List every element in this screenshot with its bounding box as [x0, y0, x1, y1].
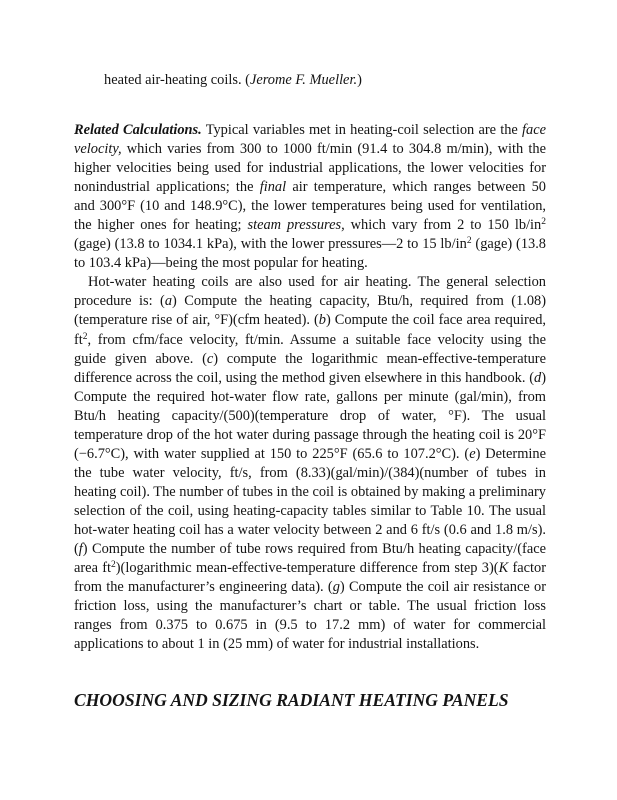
related-calculations-lead: Related Calculations. [74, 122, 202, 138]
term-k-factor: K [498, 560, 509, 577]
body-text [74, 121, 546, 654]
term-steam-pressures: steam pressures, [247, 217, 345, 234]
step-letter: a [164, 293, 173, 310]
step-letter: g [332, 579, 340, 596]
text-run: ) compute the logarithmic mean-effective-temperature difference across the coil, using the method given elsewhere in this handbook. ( [74, 350, 546, 386]
text-run: ) Compute the required hot-water flow rate, gallons per minute (gal/min), from Btu/h heating capacity/(500)(temperature drop of water, °F). The usual temperature drop of the hot water during passage through the heating coil is 20°F (−6.7°C), with water supplied at 150 to 225°F (65.6 to 107.2°C). ( [74, 369, 546, 462]
superscript: 2 [541, 217, 546, 228]
step-letter: f [78, 541, 83, 558]
text-run: ) Compute the coil air resistance or friction loss, using the manufacturer’s chart or table. The usual friction loss ranges from 0.375 to 0.675 in (9.5 to 17.2 mm) of water for commercial applications to about 1 in (25 mm) of water for industrial installations. [74, 579, 546, 653]
citation-text: heated air-heating coils. ( [104, 72, 250, 88]
superscript: 2 [111, 560, 116, 571]
step-letter: b [318, 312, 326, 329]
text-run: Hot-water heating coils are also used for air heating. The general selection procedure is: ( [74, 274, 546, 310]
text-run: ) Determine the tube water velocity, ft/s, from (8.33)(gal/min)/(384)(number of tubes in heating coil). The number of tubes in the coil is obtained by making a preliminary selection of the coil, using heating-capacity tables similar to Table 10. The usual hot-water heating coil has a water velocity between 2 and 6 ft/s (0.6 and 1.8 m/s). ( [74, 445, 546, 558]
term-face-velocity: face velocity, [74, 122, 546, 158]
text-run: , from cfm/face velocity, ft/min. Assume a suitable face velocity using the guide given above. ( [74, 331, 546, 367]
text-run: )(logarithmic mean-effective-temperature difference from step 3)( [115, 560, 499, 577]
text-run: (gage) (13.8 to 1034.1 kPa), with the lower pressures—2 to 15 lb/in [74, 236, 467, 253]
superscript: 2 [82, 331, 88, 342]
superscript: 2 [466, 236, 472, 247]
step-letter: d [534, 369, 542, 386]
text-run: Typical variables met in heating-coil selection are the [201, 122, 523, 138]
text-run: ) Compute the coil face area required, ft [74, 312, 546, 348]
step-letter: e [469, 445, 476, 462]
text-run: ) Compute the number of tube rows required from Btu/h heating capacity/(face area ft [74, 541, 546, 577]
hot-water-coils-paragraph [74, 273, 546, 654]
text-run: which varies from 300 to 1000 ft/min (91.4 to 304.8 m/min), with the higher velocities being used for industrial applications, the lower velocities for nonindustrial applications; the [74, 141, 546, 196]
citation-author: Jerome F. Mueller. [249, 72, 358, 88]
text-run: air temperature, which ranges between 50 and 300°F (10 and 148.9°C), the lower temperatures being used for ventilation, the higher ones for heating; [74, 179, 546, 234]
related-calculations-paragraph [74, 121, 546, 273]
term-final: final [259, 179, 287, 196]
citation-line [104, 71, 564, 90]
step-letter: c [206, 350, 214, 367]
section-heading: CHOOSING AND SIZING RADIANT HEATING PANELS [74, 690, 509, 710]
citation-close: ) [357, 72, 362, 88]
text-run: (gage) (13.8 to 103.4 kPa)—being the most popular for heating. [74, 236, 546, 272]
text-run: which vary from 2 to 150 lb/in [344, 217, 542, 234]
text-run: factor from the manufacturer’s engineering data). ( [74, 560, 546, 596]
text-run: ) Compute the heating capacity, Btu/h, required from (1.08)(temperature rise of air, °F)(cfm heated). ( [74, 293, 546, 329]
